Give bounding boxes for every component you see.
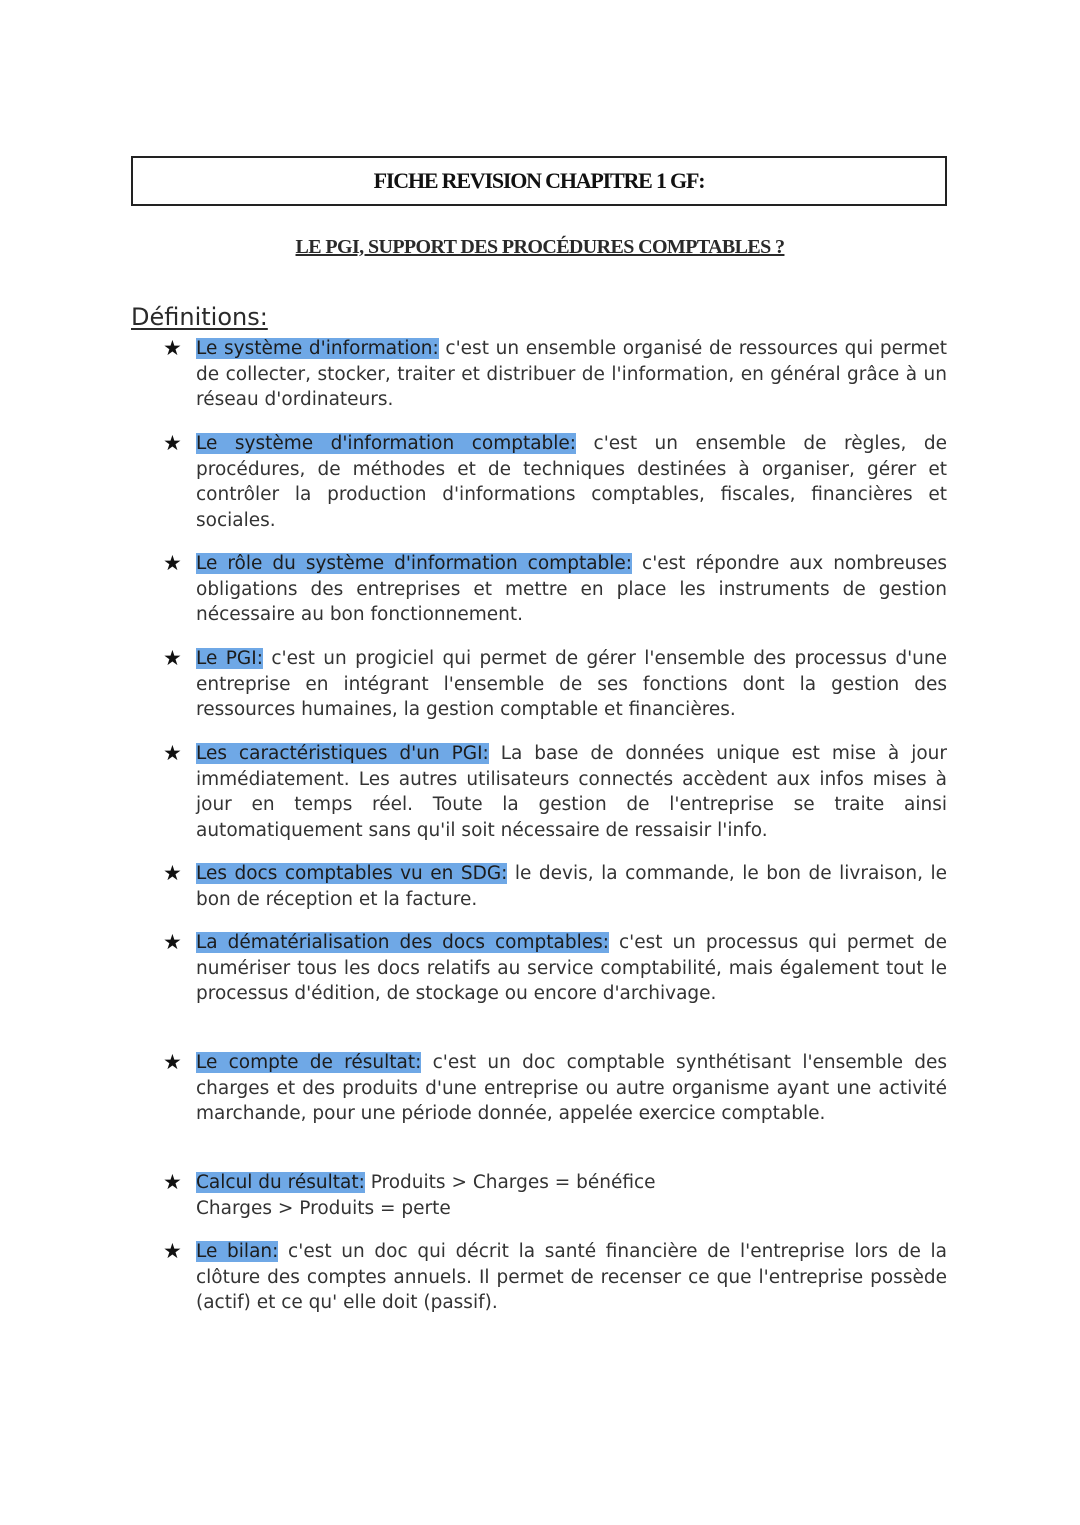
definition-term: Le rôle du système d'information comptable: — [196, 553, 633, 574]
star-bullet-icon: ★ — [163, 1170, 182, 1194]
definition-term: Le système d'information: — [196, 338, 439, 359]
definition-text: c'est un ensemble de règles, de procédures, de méthodes et de techniques destinées à organiser, gérer et contrôler la production d'informations comptables, fiscales, financières et sociales. — [196, 433, 947, 531]
document-subtitle: LE PGI, SUPPORT DES PROCÉDURES COMPTABLES ? — [295, 236, 785, 258]
definition-text: La base de données unique est mise à jour immédiatement. Les autres utilisateurs connectés accèdent aux infos mises à jour en temps réel. Toute la gestion de l'entreprise se traite ainsi automatiquement sans qu'il soit nécessaire de ressaisir l'info. — [196, 743, 947, 841]
star-bullet-icon: ★ — [163, 646, 182, 670]
definition-text: c'est un ensemble organisé de ressources qui permet de collecter, stocker, traiter et distribuer de l'information, en général grâce à un réseau d'ordinateurs. — [196, 338, 947, 410]
definition-item — [163, 646, 947, 723]
star-bullet-icon: ★ — [163, 741, 182, 765]
definition-term: Le compte de résultat: — [196, 1052, 422, 1073]
definition-text: c'est un doc comptable synthétisant l'ensemble des charges et des produits d'une entreprise ou autre organisme ayant une activité marchande, pour une période donnée, appelée exercice comptable. — [196, 1052, 947, 1124]
definition-item — [163, 336, 947, 413]
definition-item — [163, 1050, 947, 1127]
definition-text: c'est un processus qui permet de numériser tous les docs relatifs au service comptabilité, mais également tout le processus d'édition, de stockage ou encore d'archivage. — [196, 932, 947, 1004]
definition-item — [163, 930, 947, 1007]
definition-item — [163, 861, 947, 912]
definition-item — [163, 1239, 948, 1316]
star-bullet-icon: ★ — [163, 1239, 182, 1263]
star-bullet-icon: ★ — [163, 930, 182, 954]
star-bullet-icon: ★ — [163, 336, 182, 360]
definition-term: Le système d'information comptable: — [196, 433, 577, 454]
definition-item — [163, 741, 947, 843]
definition-text: c'est répondre aux nombreuses obligations des entreprises et mettre en place les instruments de gestion nécessaire au bon fonctionnement. — [196, 553, 947, 625]
definition-term: Les docs comptables vu en SDG: — [196, 863, 508, 884]
definition-text: c'est un progiciel qui permet de gérer l'ensemble des processus d'une entreprise en intégrant l'ensemble de ses fonctions dont la gestion des ressources humaines, la gestion comptable et financières. — [196, 648, 947, 720]
star-bullet-icon: ★ — [163, 551, 182, 575]
definition-term: Les caractéristiques d'un PGI: — [196, 743, 489, 764]
definition-text: le devis, la commande, le bon de livraison, le bon de réception et la facture. — [196, 863, 947, 910]
definition-term: Le PGI: — [196, 648, 263, 669]
title-box — [131, 156, 947, 206]
definition-term: La dématérialisation des docs comptables: — [196, 932, 609, 953]
definition-item — [163, 1170, 947, 1221]
star-bullet-icon: ★ — [163, 1050, 182, 1074]
star-bullet-icon: ★ — [163, 861, 182, 885]
definition-text-line2: Charges > Produits = perte — [196, 1197, 451, 1219]
definition-term: Le bilan: — [196, 1241, 279, 1262]
document-title: FICHE REVISION CHAPITRE 1 GF: — [373, 168, 705, 193]
definition-term: Calcul du résultat: — [196, 1172, 365, 1193]
star-bullet-icon: ★ — [163, 431, 182, 455]
definition-text: Produits > Charges = bénéfice — [364, 1172, 656, 1193]
section-heading: Définitions: — [131, 303, 268, 331]
definition-item — [163, 431, 947, 533]
definition-item — [163, 551, 947, 628]
definition-text: c'est un doc qui décrit la santé financière de l'entreprise lors de la clôture des comptes annuels. Il permet de recenser ce que l'entreprise possède (actif) et ce qu' elle doit (passif). — [196, 1241, 948, 1313]
